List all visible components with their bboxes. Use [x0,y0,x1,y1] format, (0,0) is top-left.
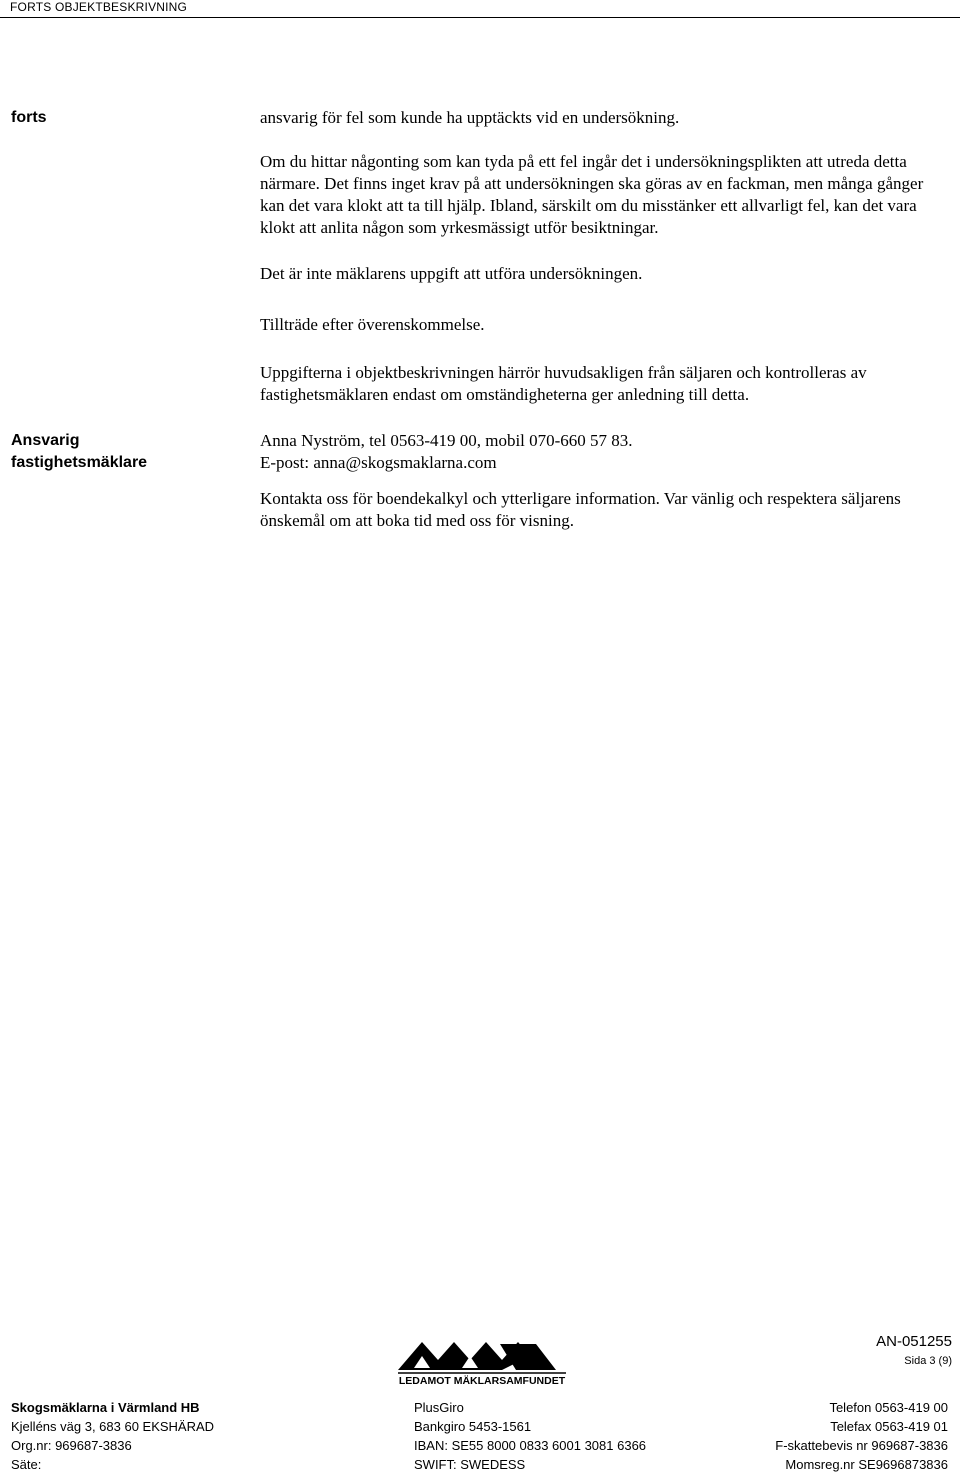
company-name: Skogsmäklarna i Värmland HB [11,1400,200,1415]
paragraph: Tillträde efter överenskommelse. [260,315,485,334]
plusgiro: PlusGiro [414,1400,464,1415]
logo-mark-icon [396,1338,568,1386]
agent-note [260,488,950,532]
company-address: Kjelléns väg 3, 683 60 EKSHÄRAD [11,1419,215,1434]
phone: Telefon 0563-419 00 [829,1400,948,1415]
company-orgnr: Org.nr: 969687-3836 [11,1438,132,1453]
label-line: Ansvarig [11,432,80,449]
forts-body [260,314,950,336]
bankgiro: Bankgiro 5453-1561 [414,1419,532,1434]
company-seat: Säte: [11,1457,42,1472]
swift: SWIFT: SWEDESS [414,1457,526,1472]
forts-body [260,107,950,129]
maklarsamfundet-logo [396,1338,568,1386]
agent-email-line: E-post: anna@skogsmaklarna.com [260,453,497,472]
footer-contact-column [775,1398,948,1474]
logo-text: LEDAMOT MÄKLARSAMFUNDET [398,1375,566,1386]
forts-body [260,151,950,239]
header-divider [0,17,960,18]
footer-bank-column [414,1398,646,1474]
section-label-forts: forts [11,109,47,126]
forts-body [260,263,950,285]
document-reference: AN-051255 [876,1333,952,1350]
iban: IBAN: SE55 8000 0833 6001 3081 6366 [414,1438,647,1453]
paragraph: ansvarig för fel som kunde ha upptäckts vid en undersökning. [260,108,680,127]
fax: Telefax 0563-419 01 [830,1419,948,1434]
document-header-title: FORTS OBJEKTBESKRIVNING [10,0,188,14]
paragraph: Uppgifterna i objektbeskrivningen härrör huvudsakligen från säljaren och kontrolleras av fastighetsmäklaren endast om omständigheterna ger anledning till detta. [260,363,867,404]
paragraph: Det är inte mäklarens uppgift att utföra undersökningen. [260,264,643,283]
section-label-agent [11,430,147,474]
paragraph: Om du hittar någonting som kan tyda på ett fel ingår det i undersökningsplikten att utreda detta närmare. Det finns inget krav på att undersökningen ska göras av en fackman, men många gånger kan det vara klokt att ta till hjälp. Ibland, särskilt om du misstänker ett allvarligt fel, kan det vara klokt att anlita någon som yrkesmässigt utför besiktningar. [260,152,924,237]
paragraph: Kontakta oss för boendekalkyl och ytterligare information. Var vänlig och respektera säljarens önskemål om att boka tid med oss för visning. [260,489,901,530]
agent-contact [260,430,950,474]
agent-contact-line: Anna Nyström, tel 0563-419 00, mobil 070-660 57 83. [260,431,633,450]
footer-company-column [11,1398,214,1474]
label-line: fastighetsmäklare [11,454,148,471]
vat-number: Momsreg.nr SE9696873836 [785,1457,948,1472]
forts-body [260,362,950,406]
page-number: Sida 3 (9) [904,1355,952,1367]
f-tax-certificate: F-skattebevis nr 969687-3836 [775,1438,948,1453]
